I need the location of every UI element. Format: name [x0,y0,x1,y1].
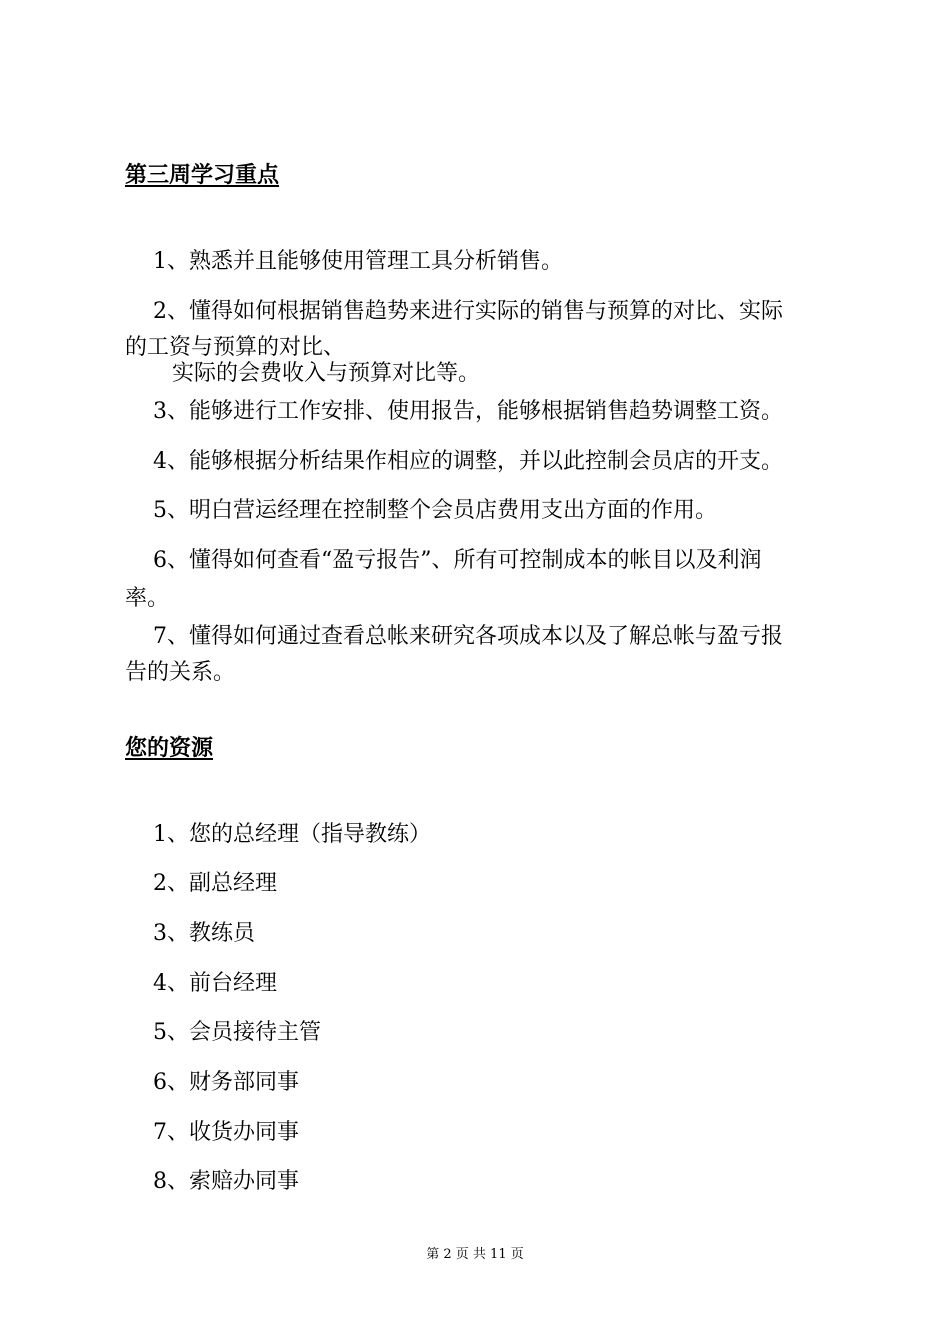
resource-item: 8、索赔办同事 [153,1169,299,1194]
focus-item-1: 1、熟悉并且能够使用管理工具分析销售。 [153,249,563,274]
resource-item: 1、您的总经理（指导教练） [153,822,431,847]
resource-item: 2、副总经理 [153,871,277,896]
focus-item-2-line-1: 2、懂得如何根据销售趋势来进行实际的销售与预算的对比、实际 [153,299,783,324]
section-heading-week3-focus: 第三周学习重点 [125,162,280,188]
focus-item-2-line-3: 实际的会费收入与预算对比等。 [172,361,481,386]
focus-item-5: 5、明白营运经理在控制整个会员店费用支出方面的作用。 [153,498,717,523]
focus-item-6-line-2: 率。 [125,586,170,611]
resource-item: 6、财务部同事 [153,1070,299,1095]
focus-item-7-line-2: 告的关系。 [125,660,236,685]
focus-item-2-line-2: 的工资与预算的对比、 [125,335,346,360]
focus-item-6-line-1: 6、懂得如何查看“盈亏报告”、所有可控制成本的帐目以及利润 [153,548,762,573]
section-heading-your-resources: 您的资源 [125,735,214,761]
resource-item: 5、会员接待主管 [153,1020,321,1045]
focus-item-4: 4、能够根据分析结果作相应的调整，并以此控制会员店的开支。 [153,449,783,474]
focus-item-3: 3、能够进行工作安排、使用报告，能够根据销售趋势调整工资。 [153,399,783,424]
resource-item: 3、教练员 [153,921,255,946]
page-number-footer: 第 2 页 共 11 页 [426,1247,524,1262]
resource-item: 7、收货办同事 [153,1120,299,1145]
resource-item: 4、前台经理 [153,971,277,996]
focus-item-7-line-1: 7、懂得如何通过查看总帐来研究各项成本以及了解总帐与盈亏报 [153,624,783,649]
